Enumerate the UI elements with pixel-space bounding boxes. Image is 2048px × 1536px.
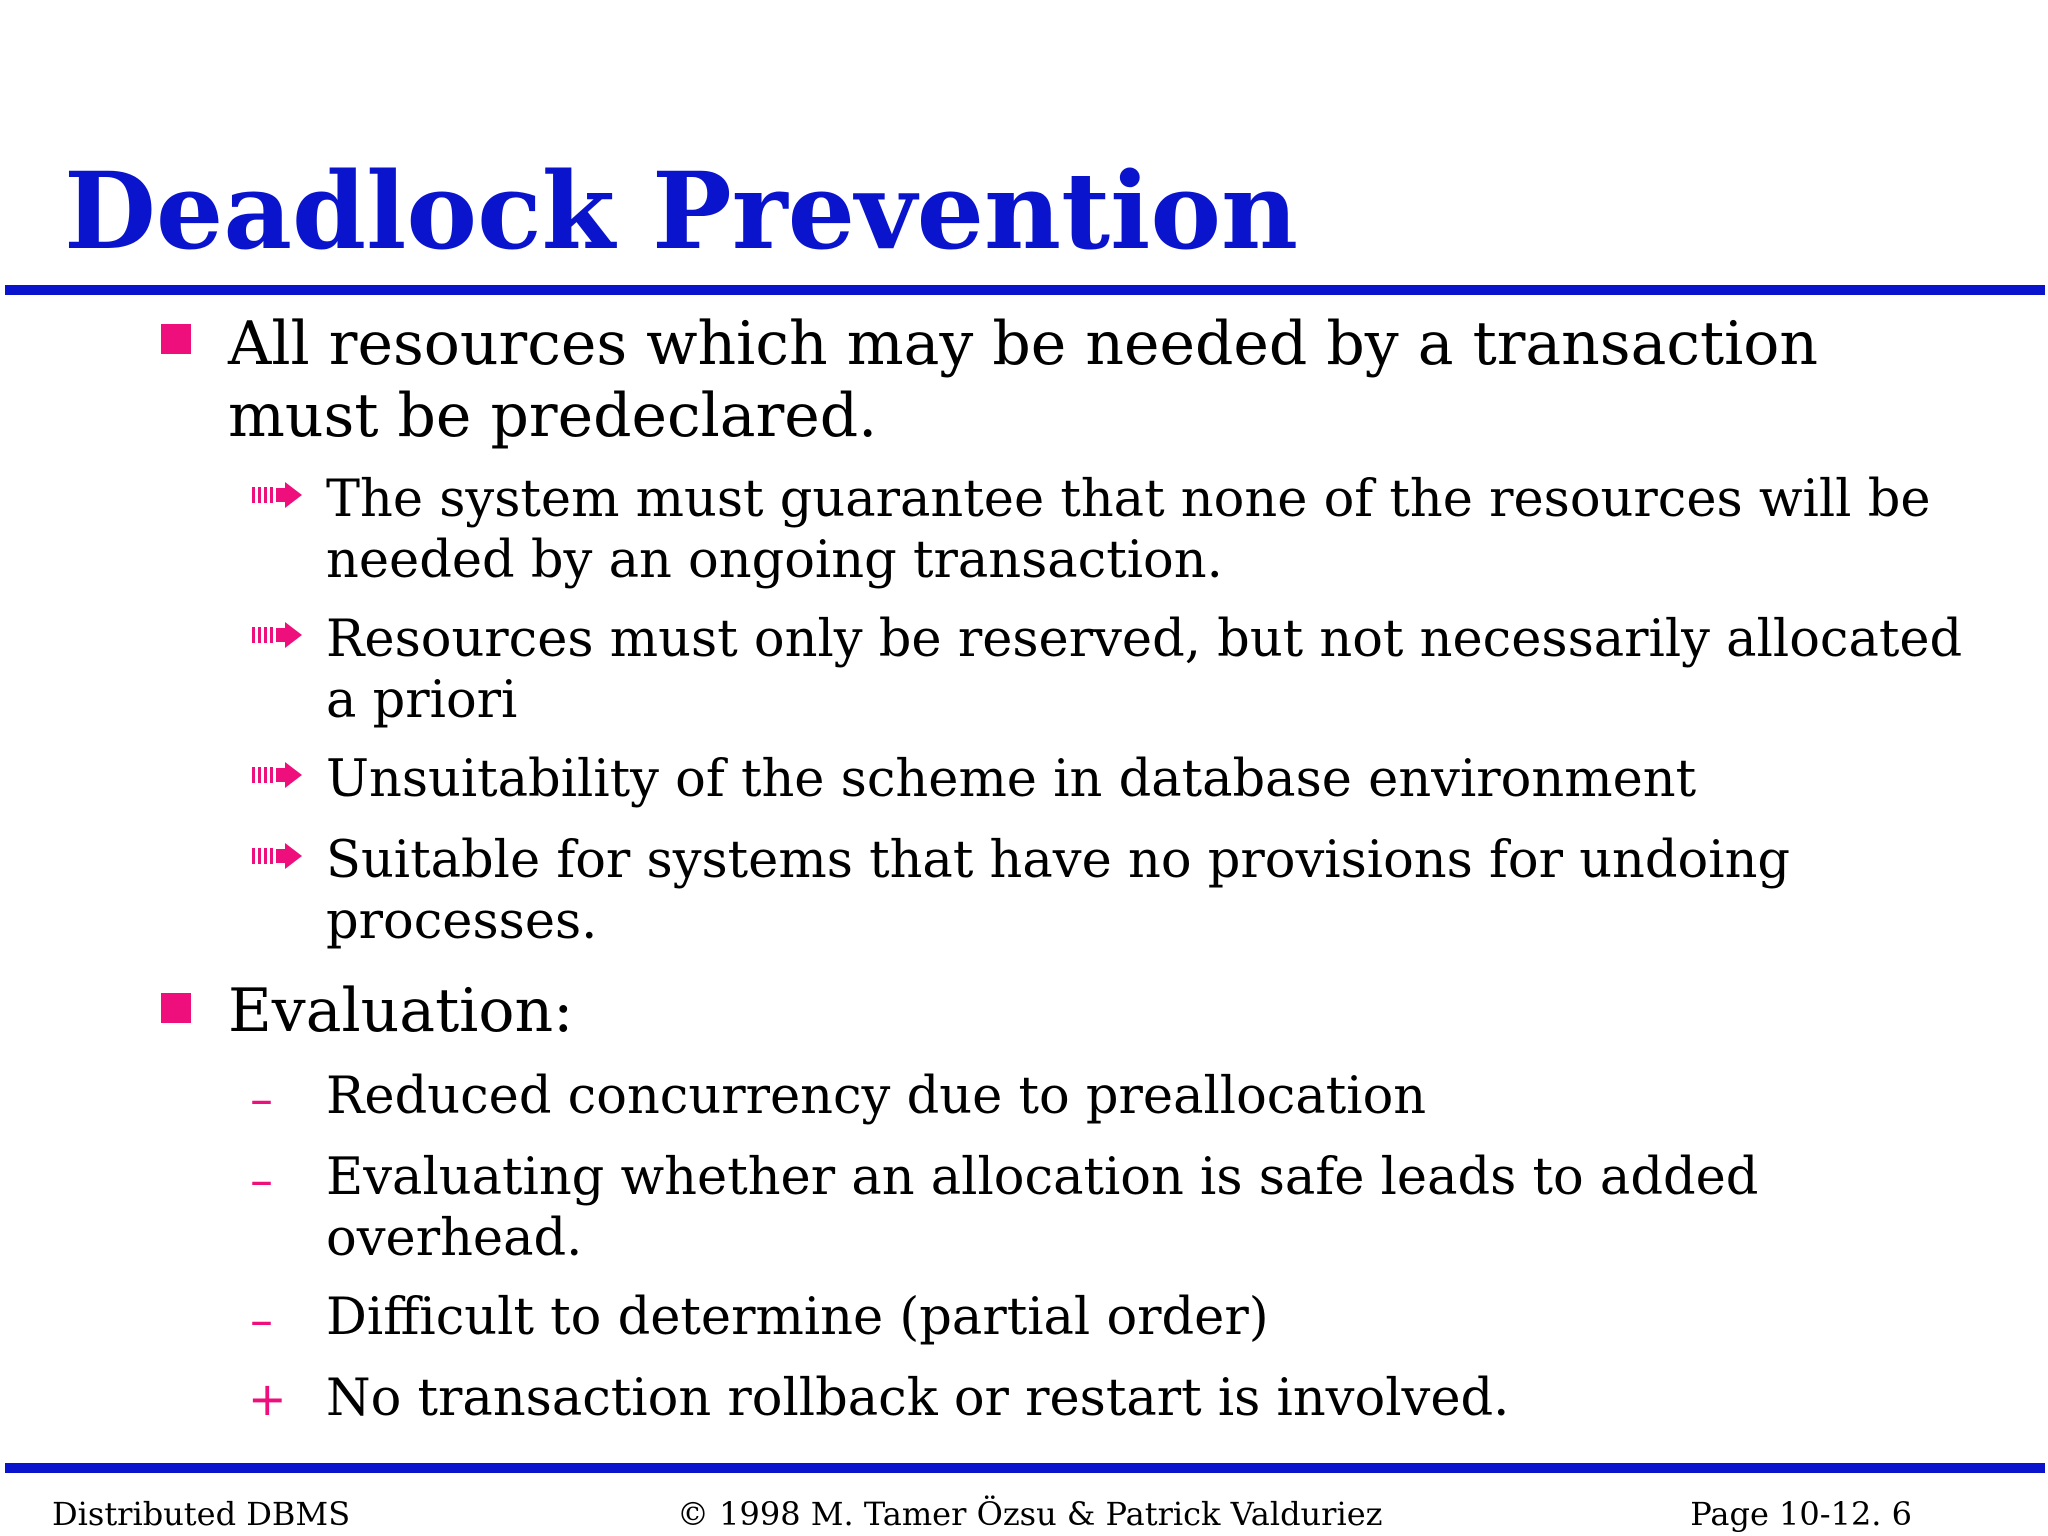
footer-page-number: Page 10-12. 6 — [1690, 1495, 1912, 1533]
dash-marker: – — [250, 1072, 273, 1126]
arrow-bullet-icon — [252, 621, 304, 649]
subitem-added-overhead: Evaluating whether an allocation is safe leads to added overhead. — [326, 1148, 1759, 1268]
bullet-resources-predeclared: All resources which may be needed by a transaction must be predeclared. — [228, 309, 1819, 451]
title-divider — [5, 285, 2045, 295]
subitem-difficult-determine: Difficult to determine (partial order) — [326, 1288, 1269, 1347]
square-bullet-icon — [161, 324, 191, 354]
arrow-bullet-icon — [252, 481, 304, 509]
slide-title: Deadlock Prevention — [64, 148, 1299, 273]
subitem-suitable: Suitable for systems that have no provisions for undoing processes. — [326, 831, 1791, 951]
subitem-no-rollback: No transaction rollback or restart is involved. — [326, 1369, 1510, 1428]
bullet-evaluation: Evaluation: — [228, 976, 574, 1046]
footer-divider — [5, 1463, 2045, 1473]
arrow-bullet-icon — [252, 761, 304, 789]
subitem-reduced-concurrency: Reduced concurrency due to preallocation — [326, 1067, 1427, 1126]
subitem-reserved: Resources must only be reserved, but not necessarily allocated a priori — [326, 610, 1963, 730]
subitem-guarantee: The system must guarantee that none of the resources will be needed by an ongoing transaction. — [326, 470, 1931, 590]
subitem-unsuitability: Unsuitability of the scheme in database environment — [326, 750, 1697, 809]
footer-course: Distributed DBMS — [52, 1495, 351, 1533]
square-bullet-icon — [161, 993, 191, 1023]
plus-marker: + — [248, 1372, 287, 1426]
dash-marker: – — [250, 1153, 273, 1207]
dash-marker: – — [250, 1293, 273, 1347]
footer-copyright: © 1998 M. Tamer Özsu & Patrick Valduriez — [677, 1495, 1383, 1533]
arrow-bullet-icon — [252, 842, 304, 870]
